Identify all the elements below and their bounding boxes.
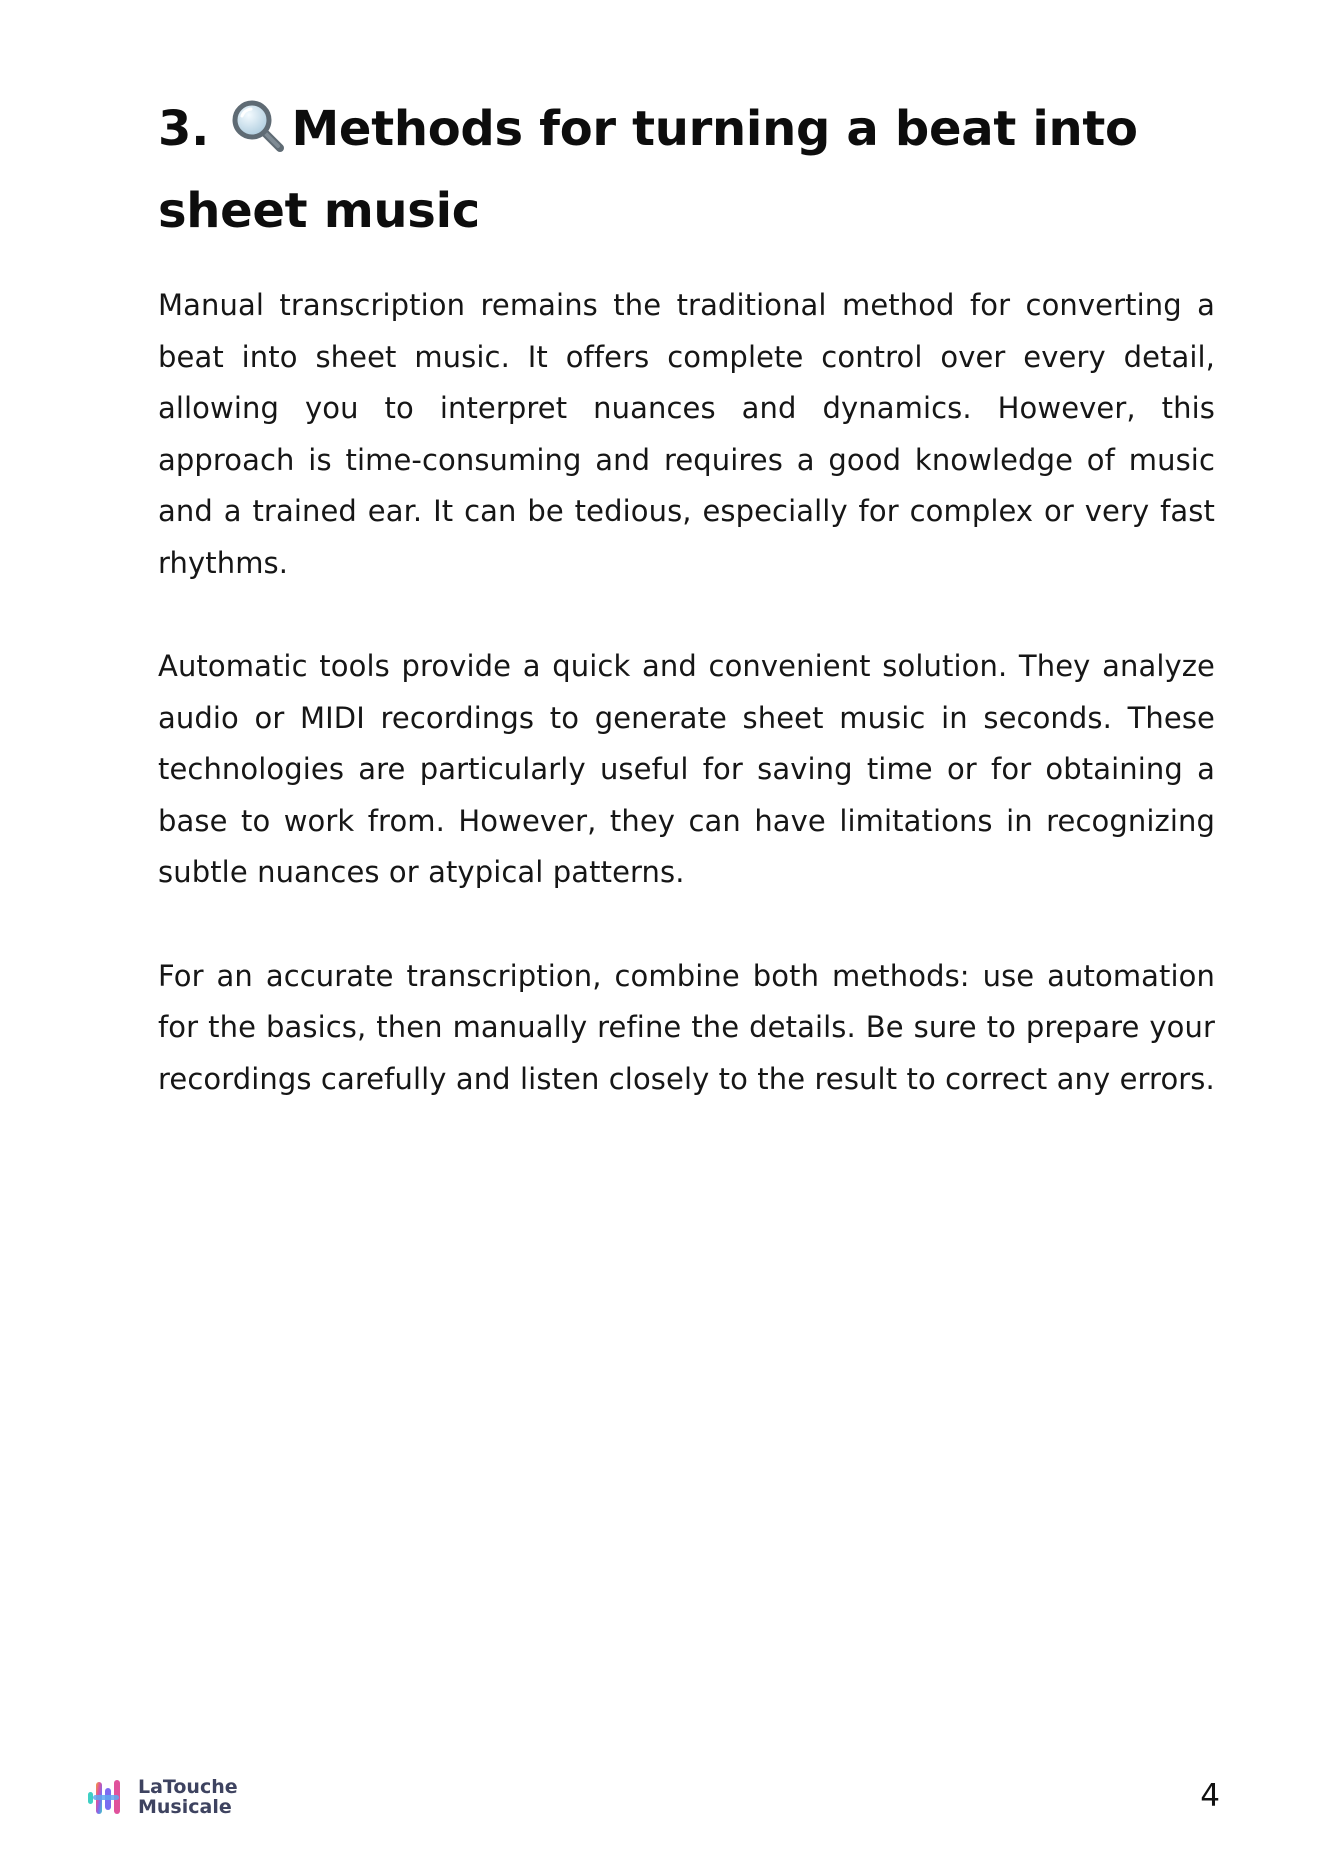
section-heading (158, 88, 1228, 252)
brand-name (138, 1777, 238, 1817)
paragraph-combined-approach: For an accurate transcription, combine both methods: use automation for the basics, then manually refine the details. Be sure to prepare your recordings carefully and listen closely to the result to correct any errors. (158, 958, 1215, 1096)
brand-name-line1: LaTouche (138, 1776, 238, 1798)
paragraph-automatic-tools: Automatic tools provide a quick and convenient solution. They analyze audio or MIDI recordings to generate sheet music in seconds. These technologies are particularly useful for saving time or for obtaining a base to work from. However, they can have limitations in recognizing subtle nuances or atypical patterns. (158, 649, 1215, 889)
brand-logo (84, 1774, 238, 1820)
page-number: 4 (1200, 1778, 1220, 1814)
section-number: 3. (158, 101, 210, 157)
paragraph-manual-transcription: Manual transcription remains the traditional method for converting a beat into sheet music. It offers complete control over every detail, allowing you to interpret nuances and dynamics. However, this approach is time-consuming and requires a good knowledge of music and a trained ear. It can be tedious, especially for complex or very fast rhythms. (158, 288, 1215, 580)
brand-name-line2: Musicale (138, 1796, 232, 1818)
body-text (158, 280, 1215, 1157)
sound-wave-logo-icon (84, 1774, 130, 1820)
section-title: Methods for turning a beat into sheet music (158, 101, 1138, 239)
magnifying-glass-icon (229, 96, 285, 152)
